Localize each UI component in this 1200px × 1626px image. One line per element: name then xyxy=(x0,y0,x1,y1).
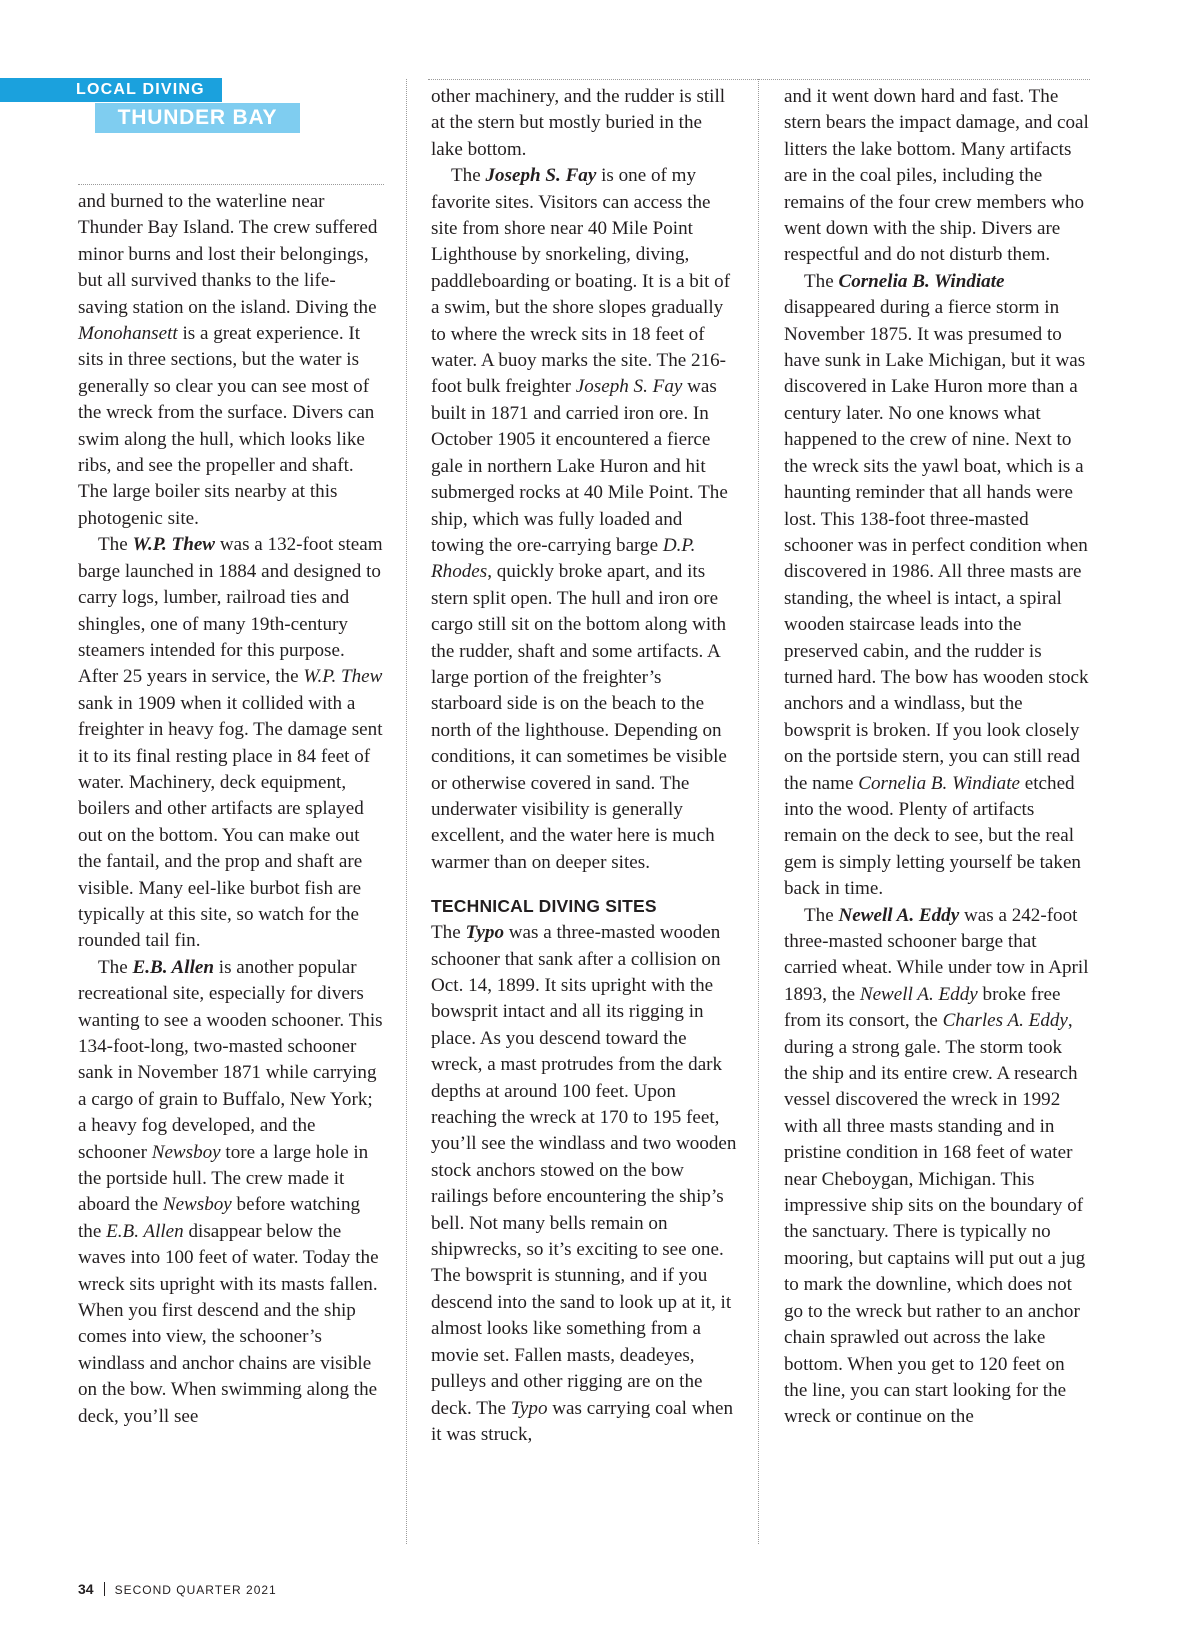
article-paragraph xyxy=(78,955,384,1430)
ship-name: W.P. Thew xyxy=(132,534,216,556)
article-paragraph xyxy=(431,920,737,1448)
location-tag: THUNDER BAY xyxy=(95,103,300,133)
paragraph-text: sank in 1909 when it collided with a freighter in heavy fog. The damage sent it to its final resting place in 84 feet of water. Machinery, deck equipment, boilers and other artifacts are splayed out on the bottom. You can make out the fantail, and the prop and shaft are visible. Many eel-like burbot fish are typically at this site, so watch for the rounded tail fin. xyxy=(78,692,383,952)
paragraph-text: other machinery, and the rudder is still at the stern but mostly buried in the lake bottom. xyxy=(431,86,726,160)
page-footer xyxy=(78,1580,277,1598)
column-divider-1 xyxy=(406,79,407,1544)
paragraph-text: is a great experience. It sits in three sections, but the water is generally so clear you can see most of the wreck from the surface. Divers can swim along the hull, which looks like ribs, and see the propeller and shaft. The large boiler sits nearby at this photogenic site. xyxy=(78,323,375,529)
paragraph-text: before watching the xyxy=(78,1194,361,1242)
paragraph-text: The xyxy=(431,922,466,944)
paragraph-text: was a 242-foot three-masted schooner barge that carried wheat. While under tow in April 1893, the xyxy=(784,904,1089,1005)
article-paragraph xyxy=(78,532,384,955)
article-column-1 xyxy=(78,189,384,1430)
paragraph-text: disappear below the waves into 100 feet of water. Today the wreck sits upright with its masts fallen. When you first descend and the ship comes into view, the schooner’s windlass and anchor chains are visible on the bow. When swimming along the deck, you’ll see xyxy=(78,1220,379,1427)
italic-text: Charles A. Eddy xyxy=(942,1010,1068,1032)
paragraph-text: , quickly broke apart, and its stern split open. The hull and iron ore cargo still sit on the bottom along with the rudder, shaft and some artifacts. A large portion of the freighter’s starboard side is on the beach to the north of the lighthouse. Depending on conditions, it can sometimes be visible or otherwise covered in sand. The underwater visibility is generally excellent, and the water here is much warmer than on deeper sites. xyxy=(431,561,727,873)
paragraph-text: was a 132-foot steam barge launched in 1884 and designed to carry logs, lumber, railroad ties and shingles, one of many 19th-century steamers intended for this purpose. After 25 years in service, the xyxy=(78,534,383,688)
paragraph-text: The xyxy=(804,270,839,292)
paragraph-text: was built in 1871 and carried iron ore. In October 1905 it encountered a fierce gale in northern Lake Huron and hit submerged rocks at 40 Mile Point. The ship, which was fully loaded and towing the ore-carrying barge xyxy=(431,376,728,556)
page-number: 34 xyxy=(78,1581,94,1597)
article-column-3 xyxy=(784,84,1090,1431)
paragraph-text: was carrying coal when it was struck, xyxy=(431,1397,734,1445)
section-subhead: TECHNICAL DIVING SITES xyxy=(431,896,657,917)
ship-name: Cornelia B. Windiate xyxy=(838,270,1005,292)
paragraph-text: is another popular recreational site, especially for divers wanting to see a wooden schooner. This 134-foot-long, two-masted schooner sank in November 1871 while carrying a cargo of grain to Buffalo, New York; a heavy fog developed, and the schooner xyxy=(78,956,383,1163)
issue-label: SECOND QUARTER 2021 xyxy=(114,1583,277,1597)
article-paragraph xyxy=(784,903,1090,1431)
paragraph-text: The xyxy=(98,534,133,556)
article-paragraph xyxy=(784,269,1090,903)
paragraph-text: was a three-masted wooden schooner that sank after a collision on Oct. 14, 1899. It sits upright with the bowsprit intact and all its rigging in place. As you descend toward the wreck, a mast protrudes from the dark depths at around 100 feet. Upon reaching the wreck at 170 to 195 feet, you’ll see the windlass and two wooden stock anchors stowed on the bow railings before encountering the ship’s bell. Not many bells remain on shipwrecks, so it’s exciting to see one. The bowsprit is stunning, and if you descend into the sand to look up at it, it almost looks like something from a movie set. Fallen masts, deadeyes, pulleys and other rigging are on the deck. The xyxy=(431,922,737,1419)
paragraph-text: is one of my favorite sites. Visitors can access the site from shore near 40 Mile Point Lighthouse by snorkeling, diving, paddleboarding or boating. It is a bit of a swim, but the shore slopes gradually to where the wreck sits in 18 feet of water. A buoy marks the site. The 216-foot bulk freighter xyxy=(431,165,731,398)
article-paragraph xyxy=(431,163,737,876)
paragraph-text: The xyxy=(98,956,133,978)
ship-name: Joseph S. Fay xyxy=(485,165,597,187)
paragraph-text: etched into the wood. Plenty of artifacts remain on the deck to see, but the real gem is simply letting yourself be taken back in time. xyxy=(784,772,1081,900)
paragraph-text: and burned to the waterline near Thunder Bay Island. The crew suffered minor burns and lost their belongings, but all survived thanks to the life-saving station on the island. Diving the xyxy=(78,191,378,318)
columns-top-rule xyxy=(428,79,1090,80)
article-paragraph xyxy=(784,84,1090,269)
column-divider-2 xyxy=(758,79,759,1544)
italic-text: W.P. Thew xyxy=(303,666,383,688)
italic-text: Cornelia B. Windiate xyxy=(858,772,1020,794)
paragraph-text: The xyxy=(804,904,839,926)
paragraph-text: tore a large hole in the portside hull. The crew made it aboard the xyxy=(78,1141,369,1216)
paragraph-text: and it went down hard and fast. The stern bears the impact damage, and coal litters the lake bottom. Many artifacts are in the coal piles, including the remains of the four crew members who went down with the ship. Divers are respectful and do not disturb them. xyxy=(784,86,1089,266)
footer-divider xyxy=(104,1582,105,1596)
section-tag: LOCAL DIVING xyxy=(0,78,222,102)
ship-name: Newell A. Eddy xyxy=(838,904,960,926)
italic-text: Newsboy xyxy=(162,1194,232,1216)
ship-name: Typo xyxy=(465,922,504,944)
italic-text: Typo xyxy=(510,1397,548,1419)
paragraph-text: , during a strong gale. The storm took the ship and its entire crew. A research vessel discovered the wreck in 1992 with all three masts standing and in pristine condition in 168 feet of water near Cheboygan, Michigan. This impressive ship sits on the boundary of the sanctuary. There is typically no mooring, but captains will put out a jug to mark the downline, which does not go to the wreck but rather to an anchor chain sprawled out across the lake bottom. When you get to 120 feet on the line, you can start looking for the wreck or continue on the xyxy=(784,1010,1086,1428)
article-paragraph xyxy=(78,189,384,532)
italic-text: Monohansett xyxy=(78,323,178,345)
ship-name: E.B. Allen xyxy=(132,956,214,978)
column1-top-rule xyxy=(78,184,384,185)
italic-text: E.B. Allen xyxy=(106,1220,184,1242)
paragraph-text: broke free from its consort, the xyxy=(784,983,1061,1032)
paragraph-text: The xyxy=(451,165,486,187)
article-paragraph xyxy=(431,84,737,163)
article-column-2 xyxy=(431,84,737,1448)
italic-text: Joseph S. Fay xyxy=(575,376,683,398)
italic-text: Newell A. Eddy xyxy=(859,983,978,1005)
italic-text: D.P. Rhodes xyxy=(431,534,696,583)
italic-text: Newsboy xyxy=(151,1141,221,1163)
paragraph-text: disappeared during a fierce storm in November 1875. It was presumed to have sunk in Lake Michigan, but it was discovered in Lake Huron more than a century later. No one knows what happened to the crew of nine. Next to the wreck sits the yawl boat, which is a haunting reminder that all hands were lost. This 138-foot three-masted schooner was in perfect condition when discovered in 1986. All three masts are standing, the wheel is intact, a spiral wooden staircase leads into the preserved cabin, and the rudder is turned hard. The bow has wooden stock anchors and a windlass, but the bowsprit is broken. If you look closely on the portside stern, you can still read the name xyxy=(784,297,1089,794)
